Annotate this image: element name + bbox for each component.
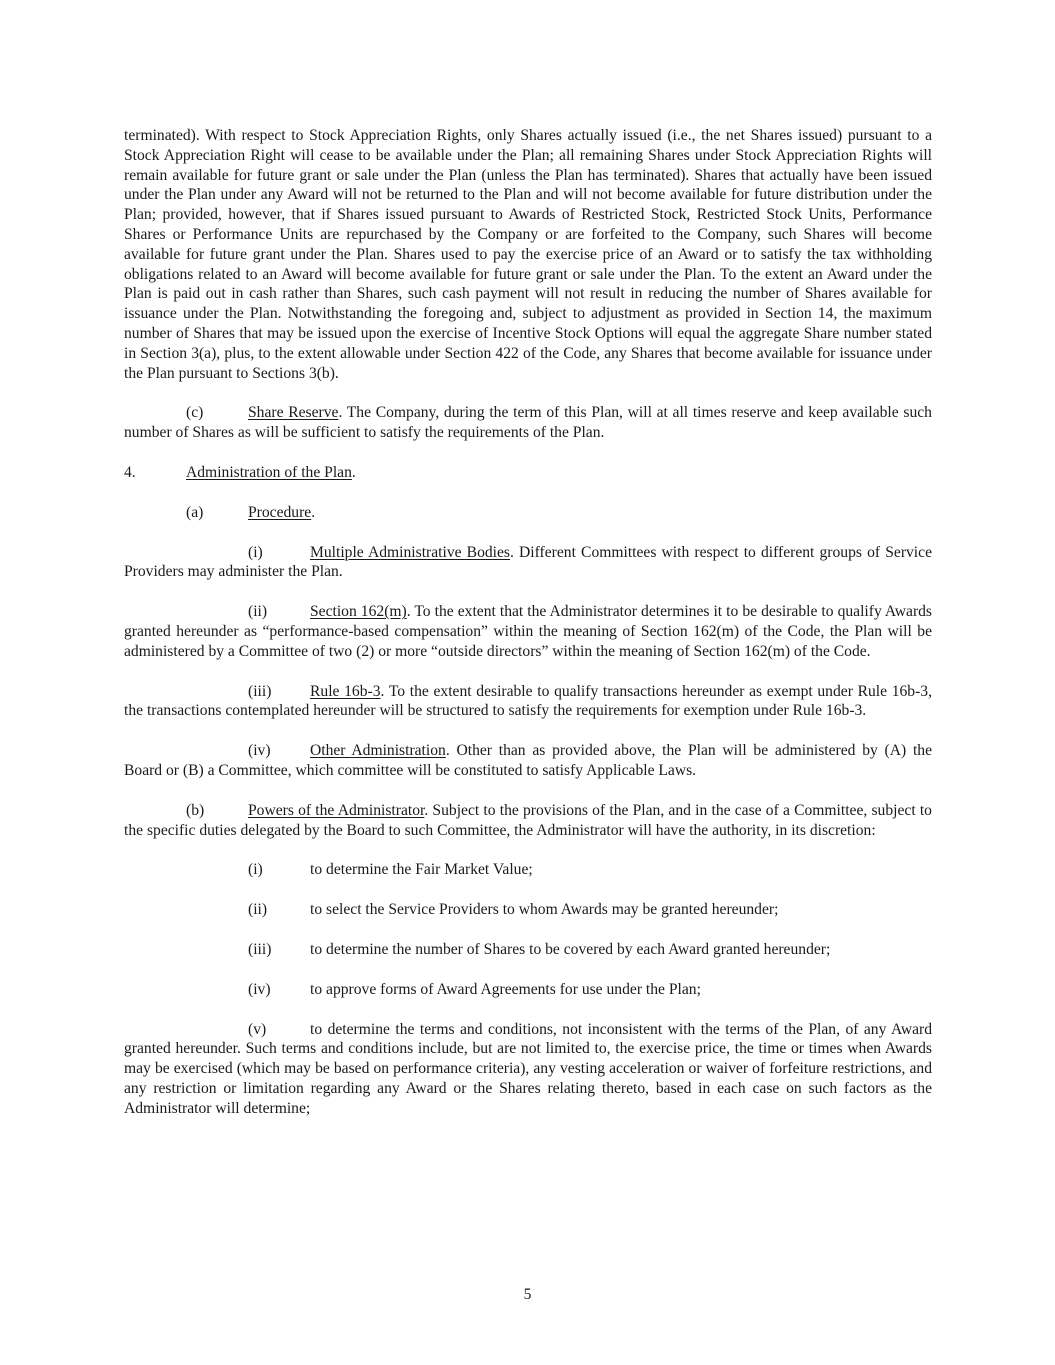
- powers-item-v-text: to determine the terms and conditions, not inconsistent with the terms of the Plan, of any Award granted hereunder. Such terms and conditions include, but are not limited to, the exercise price, the time or times when Awards may be exercised (which may be based on performance criteria), any vesting acceleration or waiver of forfeiture restrictions, and any restriction or limitation regarding any Award or the Shares relating thereto, based in each case on such factors as the Administrator will determine;: [124, 1020, 932, 1117]
- section-4-trailing: .: [351, 463, 356, 481]
- powers-list-label: (iv): [248, 980, 271, 998]
- procedure-item-label: (ii): [248, 603, 268, 621]
- procedure-item-heading: Section 162(m): [310, 603, 407, 621]
- procedure-item-heading: Rule 16b-3: [310, 682, 381, 700]
- powers-label: (b): [186, 801, 205, 819]
- powers-paragraph: [124, 801, 932, 841]
- powers-list-text: to approve forms of Award Agreements for use under the Plan;: [310, 980, 701, 998]
- procedure-item-heading: Other Administration: [310, 742, 446, 760]
- powers-list-text: to determine the number of Shares to be covered by each Award granted hereunder;: [310, 940, 831, 958]
- powers-list-text: to select the Service Providers to whom Awards may be granted hereunder;: [310, 901, 779, 919]
- powers-list-item: [124, 860, 932, 880]
- procedure-item-text: . Other than as provided above, the Plan will be administered by (A) the Board or (B) a Committee, which committee will be constituted to satisfy Applicable Laws.: [124, 742, 932, 779]
- procedure-item-text: . To the extent desirable to qualify transactions hereunder as exempt under Rule 16b-3, the transactions contemplated hereunder will be structured to satisfy the requirements for exemption under Rule 16b-3.: [124, 682, 932, 720]
- share-reserve-paragraph: [124, 403, 932, 443]
- procedure-item-label: (iii): [248, 682, 272, 700]
- powers-list-label: (i): [248, 861, 263, 879]
- powers-list-label: (iii): [248, 940, 272, 958]
- powers-list-item: [124, 940, 932, 960]
- powers-item-v: [124, 1020, 932, 1119]
- procedure-trailing: .: [311, 503, 316, 521]
- procedure-item-heading: Multiple Administrative Bodies: [310, 543, 510, 561]
- procedure-item-text: . Different Committees with respect to different groups of Service Providers may administer the Plan.: [124, 543, 932, 581]
- procedure-item: [124, 682, 932, 722]
- powers-heading: Powers of the Administrator: [248, 801, 425, 819]
- procedure-item: [124, 543, 932, 583]
- procedure-title: Procedure: [248, 503, 312, 521]
- powers-list-text: to determine the Fair Market Value;: [310, 861, 533, 879]
- section-4-number: 4.: [124, 463, 136, 481]
- section-4-heading: [124, 463, 932, 483]
- share-reserve-label: (c): [186, 404, 204, 422]
- procedure-heading: [124, 503, 932, 523]
- procedure-item-label: (i): [248, 543, 263, 561]
- page-number: 5: [523, 1286, 532, 1303]
- opening-paragraph: terminated). With respect to Stock Appreciation Rights, only Shares actually issued (i.e., the net Shares issued) pursuant to a Stock Appreciation Right will cease to be available under the Plan; all remaining Shares under Stock Appreciation Rights will remain available for future grant or sale under the Plan (unless the Plan has terminated). Shares that actually have been issued under the Plan under any Award will not be returned to the Plan and will not become available for future distribution under the Plan; provided, however, that if Shares issued pursuant to Awards of Restricted Stock, Restricted Stock Units, Performance Shares or Performance Units are repurchased by the Company or are forfeited to the Company, such Shares will become available for future grant under the Plan. Shares used to pay the exercise price of an Award or to satisfy the tax withholding obligations related to an Award will become available for future grant or sale under the Plan. To the extent an Award under the Plan is paid out in cash rather than Shares, such cash payment will not result in reducing the number of Shares available for issuance under the Plan. Notwithstanding the foregoing and, subject to adjustment as provided in Section 14, the maximum number of Shares that may be issued upon the exercise of Incentive Stock Options will equal the aggregate Share number stated in Section 3(a), plus, to the extent allowable under Section 422 of the Code, any Shares that become available for issuance under the Plan pursuant to Sections 3(b).: [124, 127, 932, 382]
- share-reserve-text: . The Company, during the term of this Plan, will at all times reserve and keep available such number of Shares as will be sufficient to satisfy the requirements of the Plan.: [124, 404, 932, 442]
- procedure-item-label: (iv): [248, 742, 271, 760]
- powers-text: . Subject to the provisions of the Plan, and in the case of a Committee, subject to the specific duties delegated by the Board to such Committee, the Administrator will have the authority, in its discretion:: [124, 801, 932, 839]
- procedure-item: [124, 602, 932, 661]
- powers-list-label: (ii): [248, 901, 268, 919]
- share-reserve-heading: Share Reserve: [248, 404, 339, 422]
- procedure-item: [124, 741, 932, 781]
- powers-list-item: [124, 900, 932, 920]
- procedure-label: (a): [186, 503, 204, 521]
- powers-item-v-label: (v): [248, 1020, 267, 1038]
- section-4-title: Administration of the Plan: [186, 463, 352, 481]
- powers-list-item: [124, 980, 932, 1000]
- document-page: [124, 126, 932, 1118]
- procedure-item-text: . To the extent that the Administrator determines it to be desirable to qualify Awards granted hereunder as “performance-based compensation” within the meaning of Section 162(m) of the Code, the Plan will be administered by a Committee of two (2) or more “outside directors” within the meaning of Section 162(m) of the Code.: [124, 603, 932, 660]
